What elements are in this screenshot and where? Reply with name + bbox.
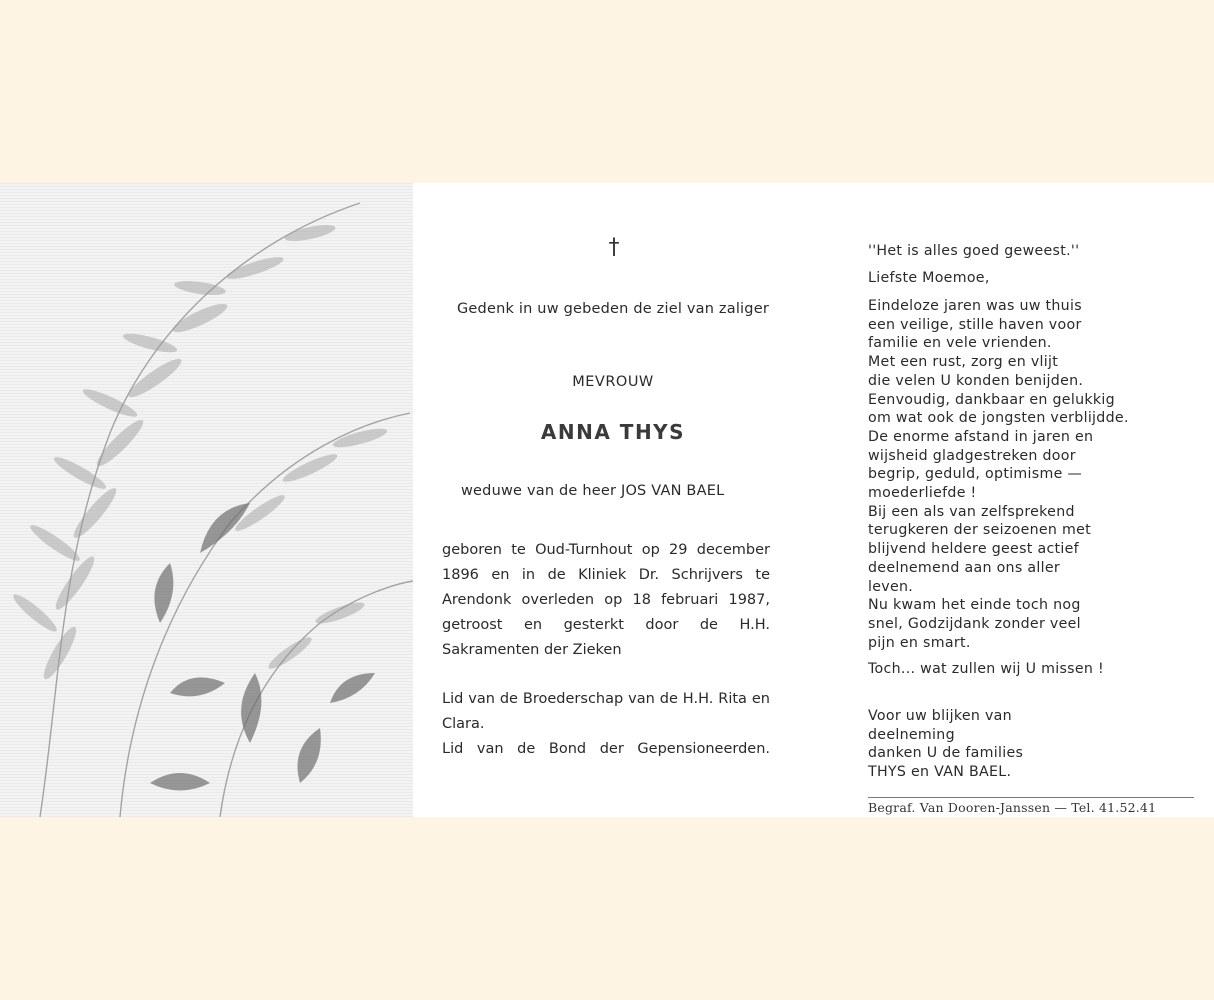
honorific: MEVROUW	[572, 374, 654, 390]
divider	[868, 797, 1194, 798]
prayer-invitation: Gedenk in uw gebeden de ziel van zaliger	[457, 301, 769, 317]
poem-text: Eindeloze jaren was uw thuis een veilige, stille haven voor familie en vele vrienden. Met een rust, zorg en vlijt die velen U konden benijden. Eenvoudig, dankbaar en gelukkig om wat ook de jongsten verblijdde. De enorme afstand in jaren en wijsheid gladgestreken door begrip, geduld, optimisme — moederliefde ! Bij een als van zelfsprekend terugkeren der seizoenen met blijvend heldere geest actief deelnemend aan ons aller leven. Nu kwam het einde toch nog snel, Godzijdank zonder veel pijn en smart.	[868, 298, 1129, 651]
deceased-name: ANNA THYS	[540, 420, 686, 444]
membership-line-1: Lid van de Broederschap van de H.H. Rita en Clara.	[442, 691, 770, 732]
salutation: Liefste Moemoe,	[868, 270, 990, 286]
thanks-text: Voor uw blijken van deelneming danken U de families THYS en VAN BAEL.	[868, 708, 1024, 781]
fern-drawing	[0, 183, 413, 817]
obituary-panel	[413, 183, 813, 817]
memorial-card	[0, 183, 1214, 817]
closing-line: Toch... wat zullen wij U missen !	[868, 661, 1104, 677]
poem-panel	[830, 183, 1214, 817]
cross-symbol: †	[608, 235, 620, 260]
biography: geboren te Oud-Turnhout op 29 december 1896 en in de Kliniek Dr. Schrijvers te Arendonk overleden op 18 februari 1987, getroost en gesterkt door de H.H. Sakramenten der Zieken	[442, 542, 770, 658]
membership-line-2: Lid van de Bond der Gepensioneerden.	[442, 741, 770, 757]
quote: ''Het is alles goed geweest.''	[868, 243, 1080, 259]
widow-line: weduwe van de heer JOS VAN BAEL	[461, 483, 725, 499]
undertaker-credit: Begraf. Van Dooren-Janssen — Tel. 41.52.41	[868, 800, 1157, 815]
fern-illustration	[0, 183, 413, 817]
